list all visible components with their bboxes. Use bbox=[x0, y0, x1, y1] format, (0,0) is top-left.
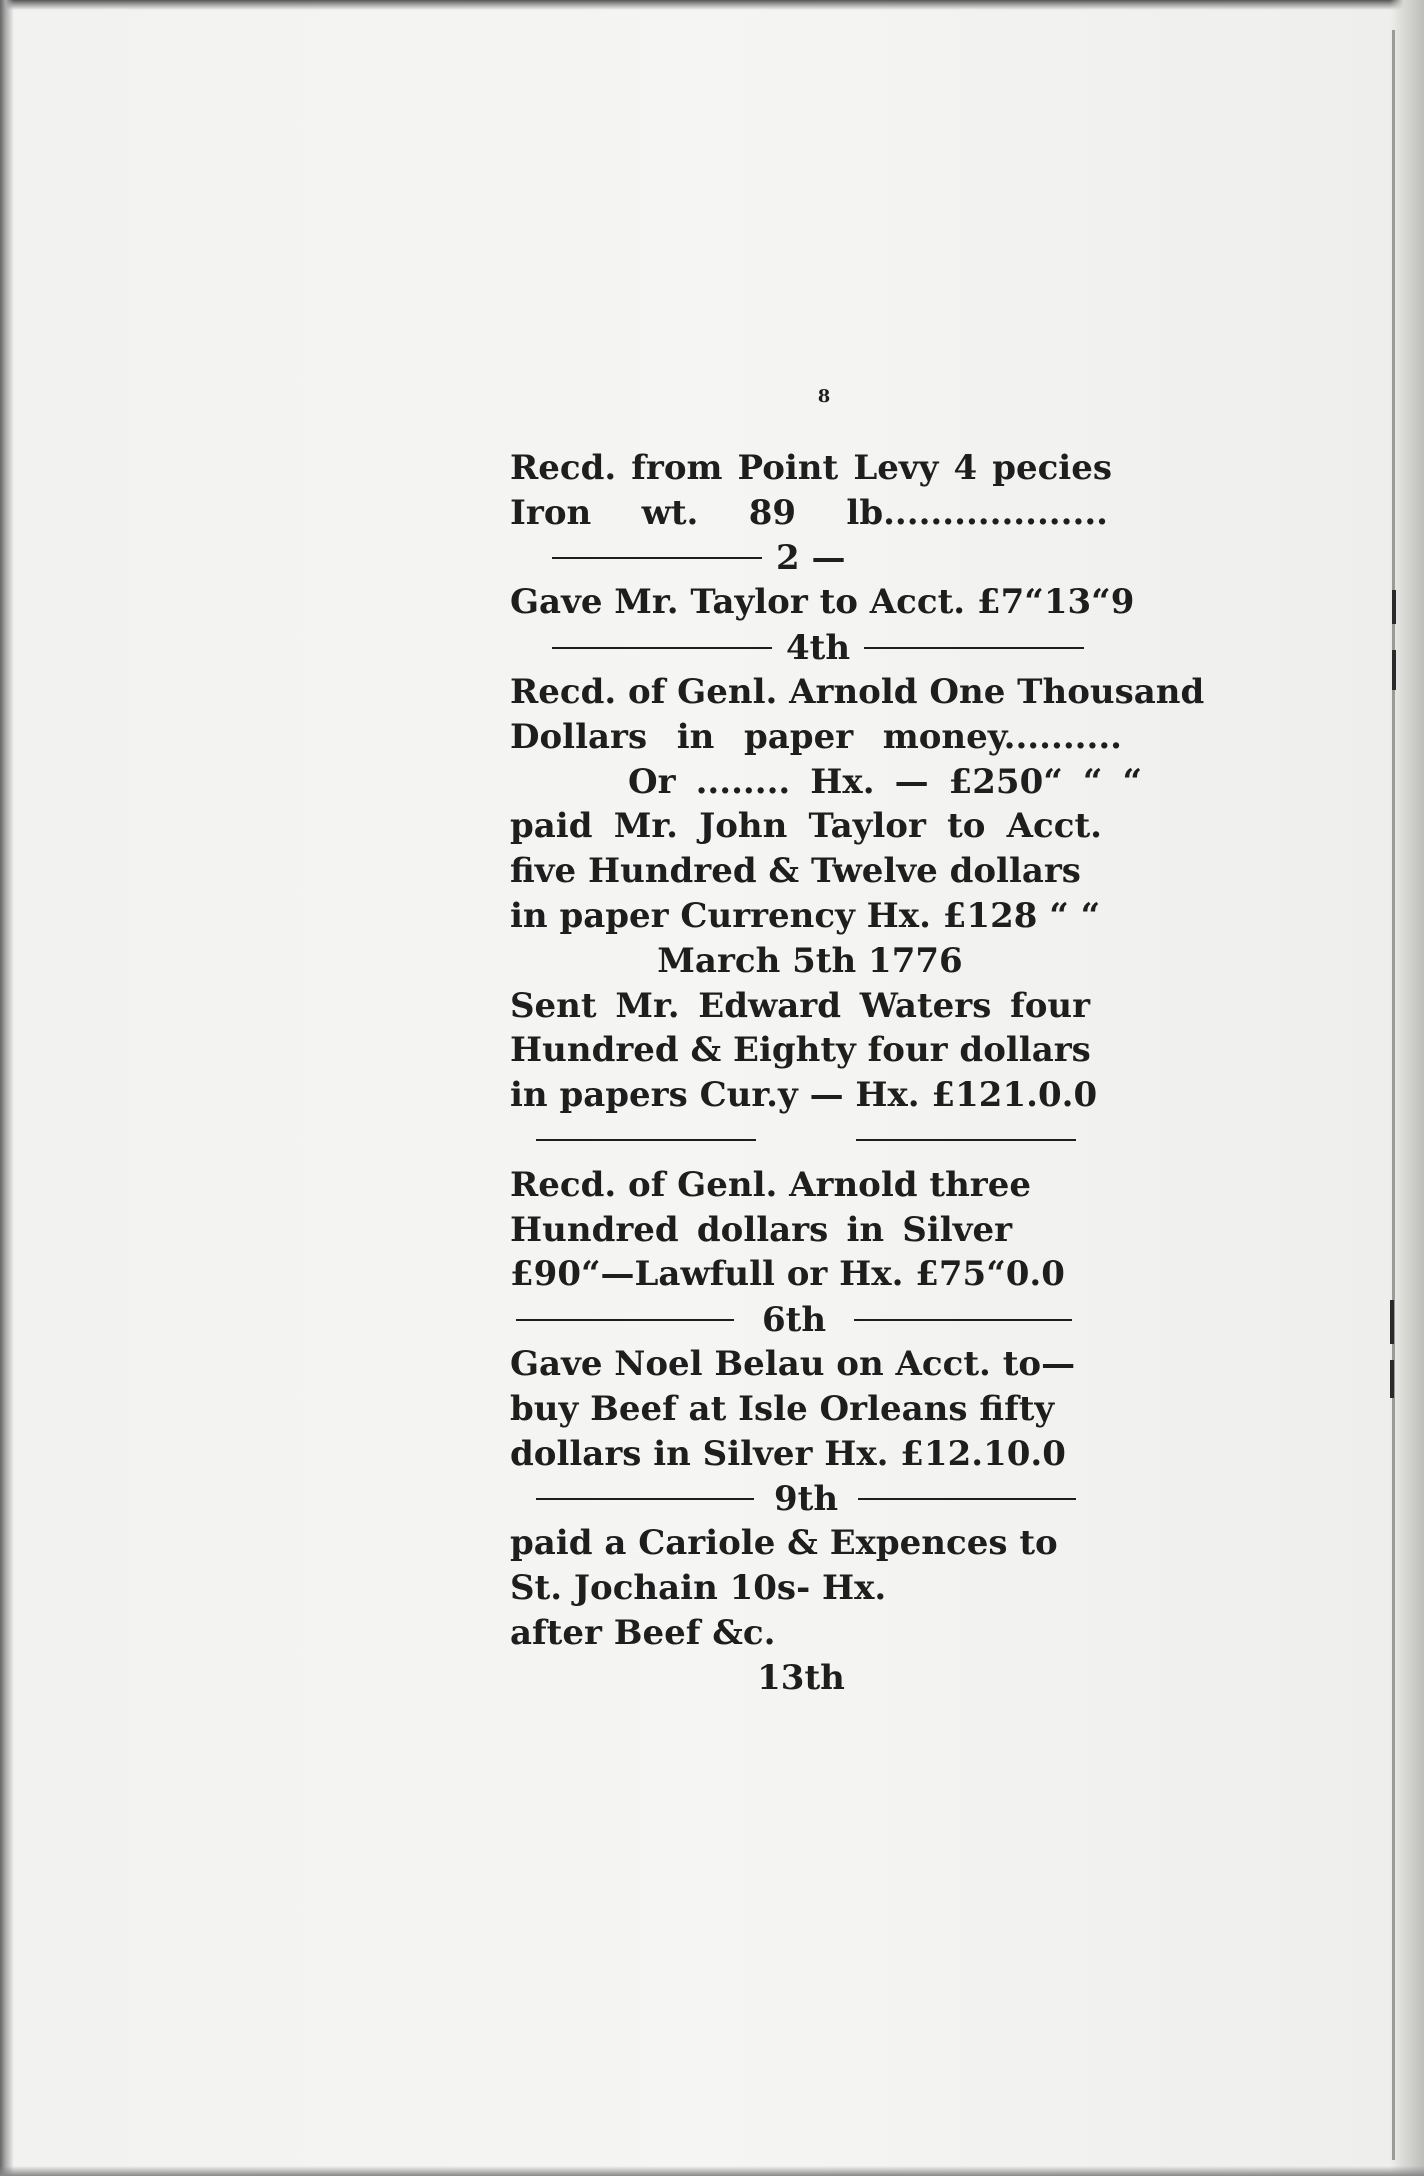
ledger-line: in papers Cur.y — Hx. £121.0.0 bbox=[510, 1075, 1098, 1116]
entry-divider bbox=[510, 1476, 1152, 1521]
margin-mark bbox=[1392, 650, 1396, 690]
margin-mark bbox=[1392, 590, 1396, 624]
divider-rule bbox=[864, 647, 1084, 649]
ledger-line: in paper Currency Hx. £128 “ “ bbox=[510, 895, 1101, 936]
ledger-line: Hundred & Eighty four dollars bbox=[510, 1030, 1091, 1071]
divider-label: 6th bbox=[762, 1299, 827, 1340]
divider-rule bbox=[552, 647, 772, 649]
divider-label: 4th bbox=[786, 627, 851, 668]
ledger-line: Recd. of Genl. Arnold three bbox=[510, 1164, 1031, 1205]
ledger-line: Recd. of Genl. Arnold One Thousand bbox=[510, 671, 1205, 712]
margin-mark bbox=[1390, 1300, 1394, 1344]
page-edge-top bbox=[0, 0, 1424, 10]
ledger-line: Hundred dollars in Silver bbox=[510, 1209, 1012, 1250]
entry-divider bbox=[510, 1297, 1152, 1342]
page-fold-line bbox=[1392, 30, 1395, 2160]
divider-rule bbox=[552, 557, 762, 559]
ledger-line: Dollars in paper money.......... bbox=[510, 716, 1122, 757]
divider-rule bbox=[858, 1498, 1076, 1500]
page-number: 8 bbox=[817, 386, 831, 407]
divider-rule bbox=[516, 1319, 734, 1321]
ledger-line: March 5th 1776 bbox=[657, 940, 963, 981]
ledger-line: Iron wt. 89 lb................... bbox=[510, 492, 1108, 533]
divider-label: 9th bbox=[774, 1478, 839, 1519]
entry-divider bbox=[510, 536, 1152, 581]
divider-rule bbox=[536, 1498, 754, 1500]
ledger-line: Gave Noel Belau on Acct. to— bbox=[510, 1343, 1076, 1384]
page-edge-bottom bbox=[0, 2166, 1424, 2176]
entry-divider bbox=[510, 625, 1152, 670]
page-edge-right bbox=[1390, 0, 1424, 2176]
divider-rule bbox=[856, 1139, 1076, 1141]
ledger-line: paid a Cariole & Expences to bbox=[510, 1523, 1058, 1564]
section-double-rule bbox=[510, 1118, 1152, 1163]
ledger-line: Sent Mr. Edward Waters four bbox=[510, 985, 1090, 1026]
divider-rule bbox=[536, 1139, 756, 1141]
ledger-line: St. Jochain 10s- Hx. bbox=[510, 1567, 887, 1608]
margin-mark bbox=[1390, 1360, 1394, 1398]
ledger-line: after Beef &c. bbox=[510, 1612, 776, 1653]
ledger-line: paid Mr. John Taylor to Acct. bbox=[510, 806, 1102, 847]
ledger-line: Recd. from Point Levy 4 pecies bbox=[510, 448, 1112, 488]
page-edge-left bbox=[0, 0, 14, 2176]
ledger-line: dollars in Silver Hx. £12.10.0 bbox=[510, 1433, 1066, 1474]
ledger-line: buy Beef at Isle Orleans fifty bbox=[510, 1388, 1055, 1429]
ledger-line: Gave Mr. Taylor to Acct. £7“13“9 bbox=[510, 582, 1135, 623]
ledger-line: £90“—Lawfull or Hx. £75“0.0 bbox=[510, 1254, 1065, 1295]
divider-label: 2 — bbox=[776, 537, 846, 578]
divider-rule bbox=[854, 1319, 1072, 1321]
ledger-line: five Hundred & Twelve dollars bbox=[510, 851, 1081, 892]
ledger-line: Or ........ Hx. — £250“ “ “ bbox=[628, 761, 1142, 802]
ledger-text bbox=[510, 446, 1205, 1700]
ledger-line: 13th bbox=[757, 1657, 845, 1698]
